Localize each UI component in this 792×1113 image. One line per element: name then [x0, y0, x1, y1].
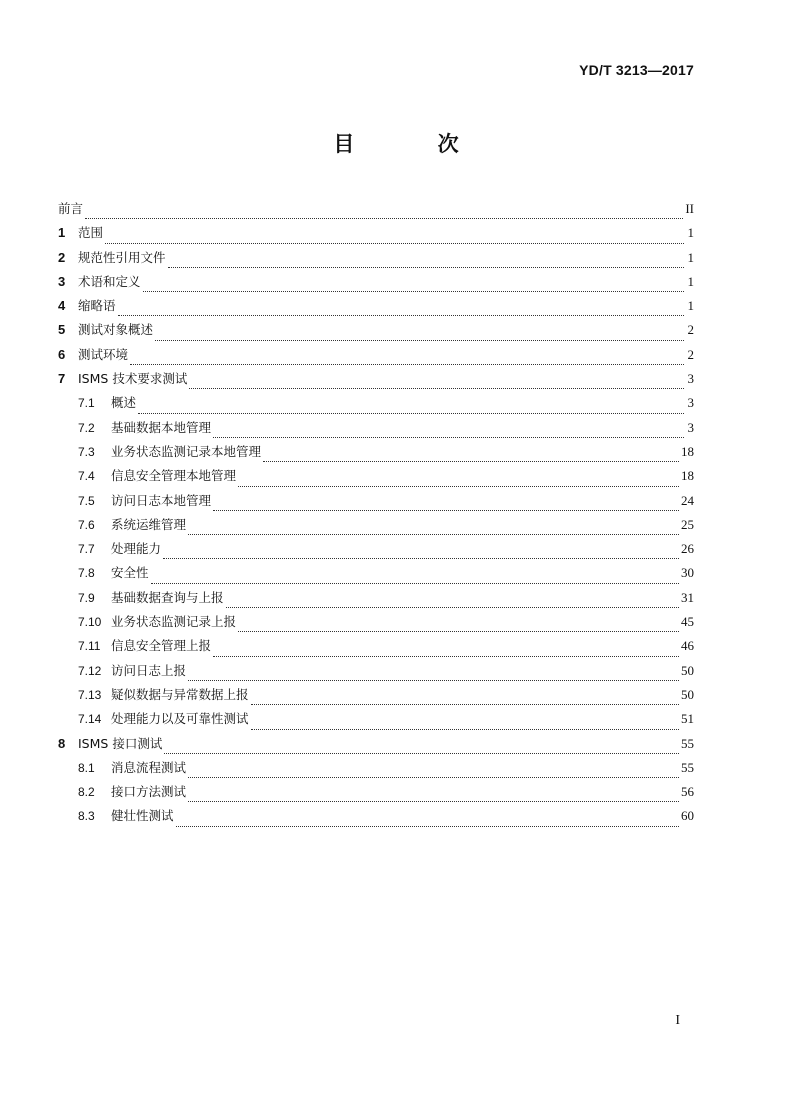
toc-entry-title: 信息安全管理本地管理 — [111, 468, 237, 484]
toc-entry[interactable] — [58, 782, 694, 806]
toc-entry-title: 缩略语 — [78, 298, 116, 314]
toc-entry[interactable] — [58, 491, 694, 515]
toc-entry-number: 8.2 — [78, 785, 95, 800]
toc-entry-title: 概述 — [111, 395, 137, 411]
toc-entry-page: 55 — [681, 759, 694, 775]
toc-entry[interactable] — [58, 515, 694, 539]
toc-entry[interactable] — [58, 296, 694, 320]
toc-leader-dots — [176, 825, 679, 827]
toc-entry-title: 信息安全管理上报 — [111, 638, 212, 654]
toc-entry-page: 1 — [687, 249, 694, 265]
toc-entry-number: 1 — [58, 225, 66, 241]
toc-entry-number: 7.13 — [78, 687, 102, 702]
toc-entry-title: 范围 — [78, 225, 104, 241]
toc-entry-number: 7.7 — [78, 542, 95, 557]
toc-entry-number: 7.9 — [78, 590, 95, 605]
toc-entry-number: 2 — [58, 249, 66, 265]
toc-leader-dots — [188, 679, 679, 681]
toc-entry-number: 7.1 — [78, 396, 95, 411]
toc-entry-title: 测试对象概述 — [78, 322, 154, 338]
toc-entry-title: 疑似数据与异常数据上报 — [111, 686, 249, 702]
toc-entry-number: 7.12 — [78, 663, 102, 678]
toc-entry-number: 7.8 — [78, 566, 95, 581]
toc-leader-dots — [143, 290, 684, 292]
toc-entry-page: 55 — [681, 735, 694, 751]
toc-entry-title: 健壮性测试 — [111, 808, 174, 824]
toc-entry-title: 处理能力 — [111, 541, 162, 557]
toc-leader-dots — [226, 606, 679, 608]
toc-leader-dots — [213, 509, 679, 511]
toc-entry-page: 56 — [681, 784, 694, 800]
toc-entry-number: 7.4 — [78, 469, 95, 484]
toc-leader-dots — [189, 387, 684, 389]
toc-entry-page: 1 — [687, 225, 694, 241]
toc-entry[interactable] — [58, 223, 694, 247]
toc-entry-page: 18 — [681, 443, 694, 459]
toc-entry[interactable] — [58, 199, 694, 223]
toc-entry[interactable] — [58, 248, 694, 272]
toc-entry-number: 6 — [58, 346, 66, 362]
toc-entry-number: 7.14 — [78, 712, 102, 727]
toc-entry-page: 60 — [681, 808, 694, 824]
toc-leader-dots — [188, 776, 679, 778]
toc-leader-dots — [188, 533, 679, 535]
toc-entry-page: 3 — [687, 395, 694, 411]
toc-entry-page: 2 — [687, 322, 694, 338]
toc-entry-title: 访问日志本地管理 — [111, 492, 212, 508]
toc-entry-title: 业务状态监测记录上报 — [111, 614, 237, 630]
toc-entry-number: 7 — [58, 371, 66, 387]
toc-leader-dots — [238, 630, 679, 632]
toc-entry-page: 50 — [681, 662, 694, 678]
toc-entry[interactable] — [58, 466, 694, 490]
toc-entry-number: 3 — [58, 273, 66, 289]
toc-entry-page: 3 — [687, 371, 694, 387]
toc-entry-page: 2 — [687, 346, 694, 362]
toc-entry[interactable] — [58, 393, 694, 417]
toc-entry[interactable] — [58, 563, 694, 587]
toc-entry-number: 7.11 — [78, 639, 101, 654]
toc-entry[interactable] — [58, 369, 694, 393]
toc-entry-title: ISMS 接口测试 — [78, 735, 163, 751]
toc-entry-number: 8.1 — [78, 760, 95, 775]
table-of-contents — [58, 199, 694, 831]
toc-title: 目 次 — [333, 132, 497, 156]
toc-entry-title: 业务状态监测记录本地管理 — [111, 443, 262, 459]
toc-entry[interactable] — [58, 588, 694, 612]
toc-entry-title: 消息流程测试 — [111, 759, 187, 775]
toc-entry[interactable] — [58, 636, 694, 660]
toc-leader-dots — [155, 339, 684, 341]
toc-entry-title: 基础数据本地管理 — [111, 419, 212, 435]
toc-entry-title: ISMS 技术要求测试 — [78, 371, 188, 387]
standard-code: YD/T 3213—2017 — [579, 62, 694, 78]
toc-entry-page: 1 — [687, 298, 694, 314]
toc-entry-page: 46 — [681, 638, 694, 654]
toc-entry-page: 24 — [681, 492, 694, 508]
toc-entry[interactable] — [58, 418, 694, 442]
toc-entry[interactable] — [58, 442, 694, 466]
toc-entry[interactable] — [58, 612, 694, 636]
toc-entry-number: 7.5 — [78, 493, 95, 508]
toc-leader-dots — [251, 728, 679, 730]
toc-leader-dots — [163, 557, 679, 559]
toc-entry[interactable] — [58, 734, 694, 758]
toc-entry-title: 规范性引用文件 — [78, 249, 166, 265]
toc-entry-page: 26 — [681, 541, 694, 557]
toc-leader-dots — [164, 752, 679, 754]
toc-leader-dots — [85, 217, 683, 219]
page-number: I — [675, 1013, 680, 1028]
toc-entry-page: II — [685, 201, 694, 216]
toc-entry-title: 前言 — [58, 201, 84, 216]
toc-entry-number: 5 — [58, 322, 66, 338]
toc-entry-title: 系统运维管理 — [111, 516, 187, 532]
toc-leader-dots — [263, 460, 679, 462]
toc-entry[interactable] — [58, 345, 694, 369]
toc-entry-title: 基础数据查询与上报 — [111, 589, 224, 605]
toc-entry-page: 18 — [681, 468, 694, 484]
toc-entry[interactable] — [58, 272, 694, 296]
toc-entry-title: 术语和定义 — [78, 273, 141, 289]
toc-entry[interactable] — [58, 539, 694, 563]
toc-entry[interactable] — [58, 661, 694, 685]
toc-entry-number: 7.2 — [78, 420, 95, 435]
toc-entry-page: 51 — [681, 711, 694, 727]
toc-entry[interactable] — [58, 709, 694, 733]
toc-entry-page: 3 — [687, 419, 694, 435]
toc-leader-dots — [138, 412, 684, 414]
toc-entry-page: 31 — [681, 589, 694, 605]
toc-entry-page: 45 — [681, 614, 694, 630]
toc-entry[interactable] — [58, 320, 694, 344]
toc-entry-number: 7.6 — [78, 517, 95, 532]
toc-leader-dots — [213, 655, 679, 657]
toc-entry-title: 访问日志上报 — [111, 662, 187, 678]
toc-leader-dots — [213, 436, 684, 438]
toc-entry-page: 30 — [681, 565, 694, 581]
toc-entry-title: 测试环境 — [78, 346, 129, 362]
toc-entry-page: 1 — [687, 273, 694, 289]
toc-entry-number: 7.10 — [78, 615, 102, 630]
toc-leader-dots — [188, 800, 679, 802]
toc-entry-title: 处理能力以及可靠性测试 — [111, 711, 249, 727]
toc-entry-number: 8.3 — [78, 809, 95, 824]
toc-leader-dots — [130, 363, 684, 365]
toc-entry[interactable] — [58, 758, 694, 782]
toc-entry[interactable] — [58, 685, 694, 709]
toc-leader-dots — [151, 582, 679, 584]
toc-entry[interactable] — [58, 806, 694, 830]
toc-leader-dots — [238, 485, 679, 487]
toc-entry-page: 25 — [681, 516, 694, 532]
toc-entry-page: 50 — [681, 686, 694, 702]
toc-entry-title: 接口方法测试 — [111, 784, 187, 800]
toc-leader-dots — [251, 703, 679, 705]
toc-entry-number: 4 — [58, 298, 66, 314]
toc-entry-number: 7.3 — [78, 444, 95, 459]
toc-entry-title: 安全性 — [111, 565, 149, 581]
toc-leader-dots — [105, 242, 684, 244]
toc-entry-number: 8 — [58, 735, 66, 751]
toc-leader-dots — [118, 314, 684, 316]
toc-leader-dots — [168, 266, 684, 268]
